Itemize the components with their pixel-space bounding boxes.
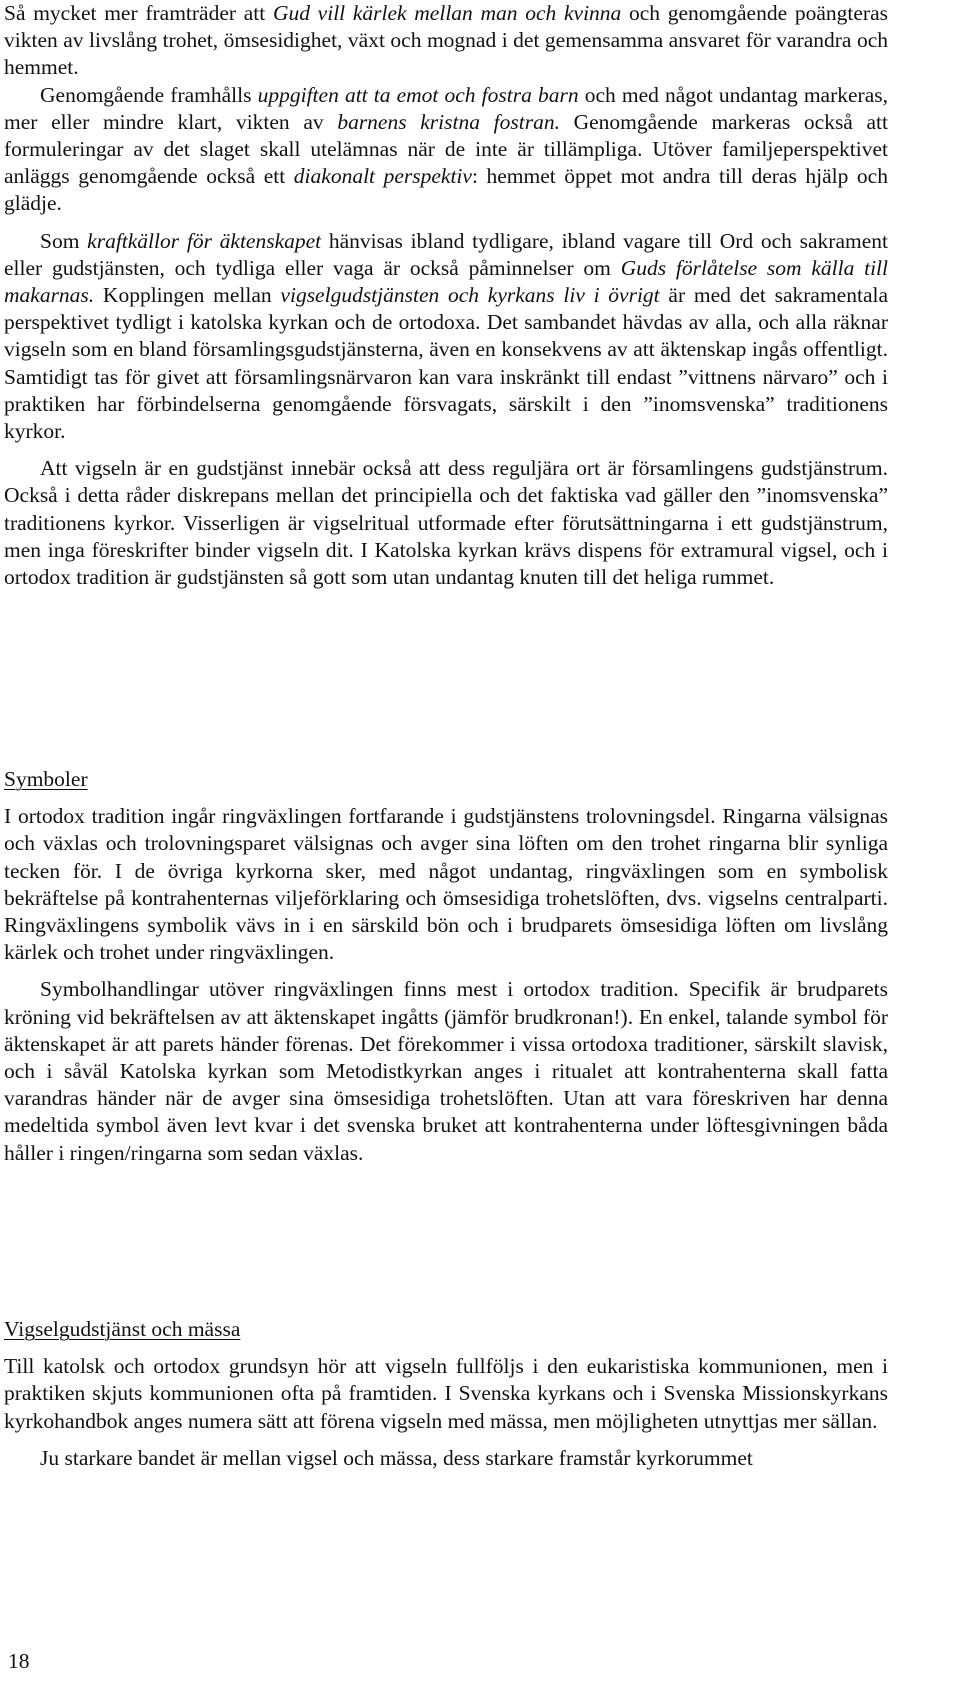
italic-text-run: barnens kristna fostran. xyxy=(337,109,560,134)
section-heading: Symboler xyxy=(4,767,88,791)
section-vigselgudstjanst xyxy=(4,1316,888,1472)
text-run: Ju starkare bandet är mellan vigsel och mässa, dess starkare framstår kyrkorummet xyxy=(40,1445,753,1470)
text-run: I ortodox tradition ingår ringväxlingen fortfarande i gudstjänstens trolovningsdel. Ringarna välsignas och växlas och trolovningsparet välsignas och avger sina löften om den trohet ringarna blir synliga tecken för. I de övriga kyrkorna sker, med något undantag, ringväxlingen som en symbolisk bekräftelse på kontrahenternas viljeförklaring och ömsesidiga trohetslöften, dvs. vigselns centralparti. Ringväxlingens symbolik vävs in i en särskild bön och i brudparets ömsesidiga löften om livslång kärlek och trohet under ringväxlingen. xyxy=(4,804,888,965)
paragraph xyxy=(4,1353,888,1435)
text-run: Genomgående framhålls xyxy=(40,82,258,107)
text-run: : hemmet öppet mot andra till deras hjälp och glädje. xyxy=(4,164,888,216)
paragraph xyxy=(4,455,888,591)
paragraph xyxy=(4,0,888,82)
section-symboler xyxy=(4,766,888,1167)
italic-text-run: diakonalt perspektiv xyxy=(293,164,472,189)
section-heading: Vigselgudstjänst och mässa xyxy=(4,1317,241,1341)
paragraph xyxy=(4,1445,888,1472)
text-run: Till katolsk och ortodox grundsyn hör att vigseln fullföljs i den eukaristiska kommunionen, men i praktiken skjuts kommunionen ofta på framtiden. I Svenska kyrkans och i Svenska Missionskyrkans kyrkohandbok anges numera sätt att förena vigseln med mässa, men möjligheten utnyttjas mer sällan. xyxy=(4,1354,888,1433)
text-run: Som xyxy=(40,228,88,253)
paragraph xyxy=(4,803,888,966)
page-number: 18 xyxy=(8,1649,30,1673)
text-run: Symbolhandlingar utöver ringväxlingen finns mest i ortodox tradition. Specifik är brudparets kröning vid bekräftelsen av att äktenskapet ingåtts (jämför brudkronan!). En enkel, talande symbol för äktenskapet är att parets händer förenas. Det förekommer i vissa ortodoxa traditioner, särskilt slavisk, och i såväl Katolska kyrkan som Metodistkyrkan anges i ritualet att kontrahenterna skall fatta varandras händer när de avger sina ömsesidiga trohetslöften. Utan att vara föreskriven har denna medeltida symbol även levt kvar i det svenska bruket att kontrahenterna under löftesgivningen båda håller i ringen/ringarna som sedan växlas. xyxy=(4,977,888,1165)
text-run: Att vigseln är en gudstjänst innebär också att dess reguljära ort är församlingens gudstjänstrum. Också i detta råder diskrepans mellan det principiella och det faktiska vad gäller den ”inomsvenska” traditionens kyrkor. Visserligen är vigselritual utformade efter förutsättningarna i ett gudstjänstrum, men inga föreskrifter binder vigseln dit. I Katolska kyrkan krävs dispens för extramural vigsel, och i ortodox tradition är gudstjänsten så gott som utan undantag knuten till det heliga rummet. xyxy=(4,456,888,590)
italic-text-run: kraftkällor för äktenskapet xyxy=(87,228,322,253)
italic-text-run: Guds förlåtelse som källa till makarnas. xyxy=(4,255,888,308)
text-run: hänvisas ibland tydligare, ibland vagare till Ord och sakrament eller gudstjänsten, och tydliga eller vaga är också påminnelser om xyxy=(4,228,888,280)
section-marriage-purpose xyxy=(4,0,888,591)
text-run: Så mycket mer framträder att xyxy=(4,1,273,25)
paragraph xyxy=(4,82,888,218)
text-run: och genomgående poängteras vikten av livslång trohet, ömsesidighet, växt och mognad i det gemensamma ansvaret för varandra och hemmet. xyxy=(4,1,888,80)
italic-text-run: uppgiften att ta emot och fostra barn xyxy=(257,82,579,107)
text-run: är med det sakramentala perspektivet tydligt i katolska kyrkan och de ortodoxa. Det sambandet hävdas av alla, och alla räknar vigseln som en bland församlingsgudstjänsterna, även en konsekvens av att äktenskap ingås offentligt. Samtidigt tas för givet att församlingsnärvaron kan vara inskränkt till endast ”vittnens närvaro” och i praktiken har förbindelserna genomgående försvagats, särskilt i den ”inomsvenska” traditionens kyrkor. xyxy=(4,283,888,444)
italic-text-run: vigselgudstjänsten och kyrkans liv i övrigt xyxy=(280,283,660,308)
italic-text-run: Gud vill kärlek mellan man och kvinna xyxy=(272,1,622,25)
text-run: Kopplingen mellan xyxy=(94,283,281,308)
paragraph xyxy=(4,976,888,1166)
text-run: Genomgående markeras också att formuleringar av det slaget skall utelämnas när de inte är tillämpliga. Utöver familjeperspektivet anläggs genomgående också ett xyxy=(4,109,889,189)
paragraph xyxy=(4,228,888,446)
text-run: och med något undantag markeras, mer eller mindre klart, vikten av xyxy=(4,82,888,134)
